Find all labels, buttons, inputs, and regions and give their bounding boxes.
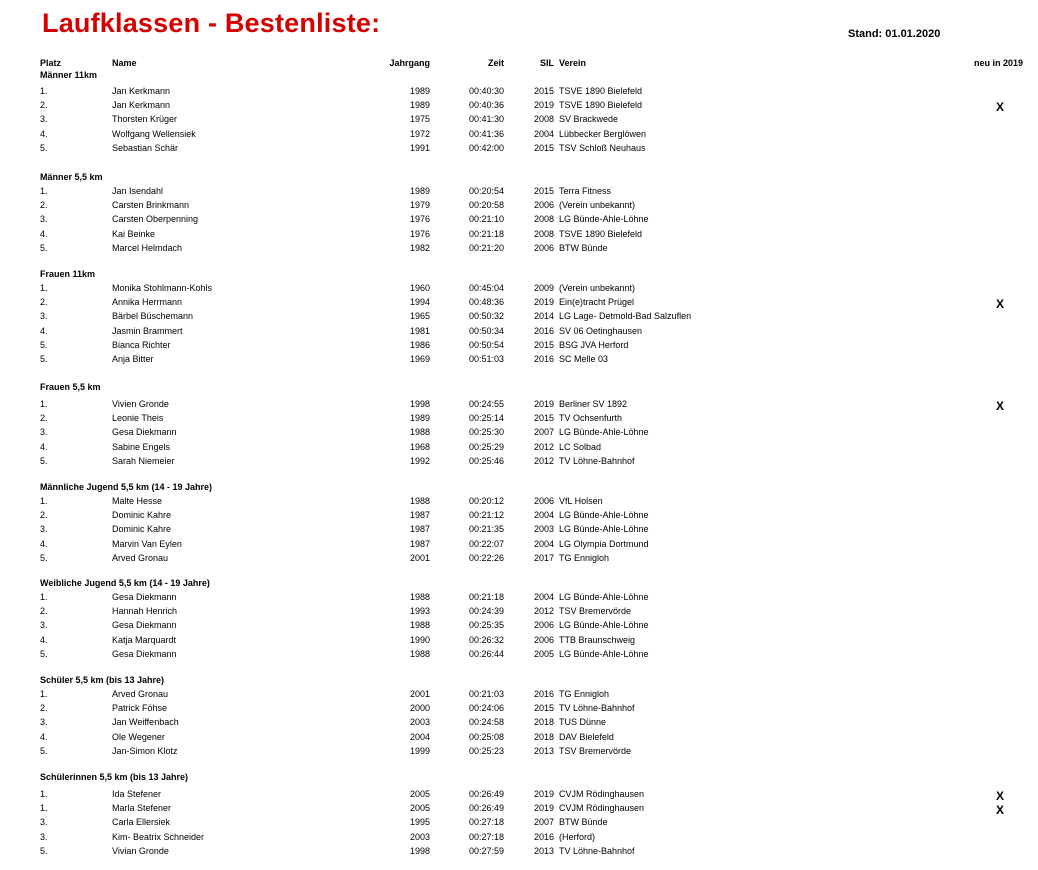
row-platz: 1.: [40, 689, 48, 699]
row-name: Jan Kerkmann: [112, 100, 171, 110]
neu-marker: X: [996, 789, 1005, 803]
section-title: Weibliche Jugend 5,5 km (14 - 19 Jahre): [40, 578, 210, 588]
row-platz: 3.: [40, 427, 48, 437]
row-verein: TSVE 1890 Bielefeld: [559, 100, 643, 110]
row-zeit: 00:24:39: [468, 606, 504, 616]
row-verein: Terra Fitness: [559, 186, 612, 196]
row-name: Leonie Theis: [112, 413, 164, 423]
row-zeit: 00:25:29: [468, 442, 504, 452]
row-sil: 2007: [534, 817, 555, 827]
row-name: Dominic Kahre: [112, 510, 172, 520]
row-platz: 5.: [40, 143, 48, 153]
row-verein: LG Bünde-Ahle-Löhne: [559, 524, 649, 534]
row-platz: 4.: [40, 635, 48, 645]
row-zeit: 00:21:10: [468, 214, 504, 224]
section-title: Frauen 5,5 km: [40, 382, 101, 392]
row-platz: 2.: [40, 606, 48, 616]
section-title: Männer 5,5 km: [40, 172, 103, 182]
row-zeit: 00:25:23: [468, 746, 504, 756]
row-name: Hannah Henrich: [112, 606, 178, 616]
row-zeit: 00:21:18: [468, 229, 504, 239]
row-sil: 2019: [534, 399, 555, 409]
row-jahrgang: 1989: [409, 100, 430, 110]
row-name: Gesa Diekmann: [112, 427, 177, 437]
row-zeit: 00:20:58: [468, 200, 504, 210]
row-zeit: 00:25:46: [468, 456, 504, 466]
row-verein: LG Bünde-Ahle-Löhne: [559, 649, 649, 659]
row-verein: Berliner SV 1892: [559, 399, 628, 409]
row-name: Malte Hesse: [112, 496, 163, 506]
row-verein: TSVE 1890 Bielefeld: [559, 229, 643, 239]
row-zeit: 00:25:08: [468, 732, 504, 742]
row-name: Carsten Oberpenning: [112, 214, 199, 224]
row-platz: 5.: [40, 243, 48, 253]
row-platz: 3.: [40, 214, 48, 224]
row-jahrgang: 2005: [409, 789, 430, 799]
row-sil: 2019: [534, 789, 555, 799]
row-name: Jan Isendahl: [112, 186, 164, 196]
row-jahrgang: 1986: [409, 340, 430, 350]
row-zeit: 00:20:54: [468, 186, 504, 196]
row-jahrgang: 1988: [409, 427, 430, 437]
row-platz: 3.: [40, 717, 48, 727]
row-verein: LG Bünde-Ahle-Löhne: [559, 620, 649, 630]
row-platz: 4.: [40, 326, 48, 336]
row-verein: SV Brackwede: [559, 114, 619, 124]
row-jahrgang: 1969: [409, 354, 430, 364]
row-verein: LG Bünde-Ahle-Löhne: [559, 214, 649, 224]
row-sil: 2004: [534, 592, 555, 602]
row-verein: LG Bünde-Ahle-Löhne: [559, 592, 649, 602]
neu-marker: X: [996, 399, 1005, 413]
row-jahrgang: 1998: [409, 846, 430, 856]
row-verein: TUS Dünne: [559, 717, 607, 727]
row-jahrgang: 2001: [409, 689, 430, 699]
row-platz: 3.: [40, 832, 48, 842]
row-sil: 2015: [534, 186, 555, 196]
col-header-name: Name: [112, 58, 137, 68]
row-jahrgang: 1990: [409, 635, 430, 645]
row-platz: 1.: [40, 592, 48, 602]
row-name: Gesa Diekmann: [112, 592, 177, 602]
row-name: Bärbel Büschemann: [112, 311, 194, 321]
row-name: Annika Herrmann: [112, 297, 183, 307]
row-jahrgang: 1999: [409, 746, 430, 756]
row-verein: TSVE 1890 Bielefeld: [559, 86, 643, 96]
row-sil: 2015: [534, 143, 555, 153]
row-platz: 2.: [40, 200, 48, 210]
row-zeit: 00:48:36: [468, 297, 504, 307]
row-name: Monika Stohlmann-Kohls: [112, 283, 213, 293]
row-verein: TV Ochsenfurth: [559, 413, 623, 423]
row-zeit: 00:50:34: [468, 326, 504, 336]
row-sil: 2013: [534, 746, 555, 756]
row-platz: 2.: [40, 703, 48, 713]
row-sil: 2016: [534, 689, 555, 699]
col-header-zeit: Zeit: [487, 58, 504, 68]
row-platz: 1.: [40, 86, 48, 96]
row-verein: SC Melle 03: [559, 354, 609, 364]
row-platz: 1.: [40, 789, 48, 799]
col-header-jahrgang: Jahrgang: [389, 58, 430, 68]
row-jahrgang: 1987: [409, 539, 430, 549]
row-name: Jan Weiffenbach: [112, 717, 179, 727]
row-jahrgang: 1960: [409, 283, 430, 293]
row-zeit: 00:21:18: [468, 592, 504, 602]
row-zeit: 00:27:18: [468, 817, 504, 827]
row-sil: 2006: [534, 243, 555, 253]
row-jahrgang: 1989: [409, 413, 430, 423]
row-zeit: 00:21:12: [468, 510, 504, 520]
row-sil: 2005: [534, 649, 555, 659]
row-jahrgang: 1989: [409, 86, 430, 96]
row-jahrgang: 1972: [409, 129, 430, 139]
row-platz: 4.: [40, 442, 48, 452]
row-sil: 2008: [534, 214, 555, 224]
row-platz: 5.: [40, 649, 48, 659]
row-verein: TSV Bremervörde: [559, 606, 632, 616]
row-sil: 2012: [534, 442, 555, 452]
row-sil: 2006: [534, 635, 555, 645]
row-jahrgang: 1976: [409, 229, 430, 239]
row-sil: 2013: [534, 846, 555, 856]
row-name: Sabine Engels: [112, 442, 171, 452]
row-sil: 2004: [534, 129, 555, 139]
row-zeit: 00:41:30: [468, 114, 504, 124]
row-verein: BTW Bünde: [559, 243, 608, 253]
row-sil: 2019: [534, 803, 555, 813]
row-platz: 5.: [40, 553, 48, 563]
row-verein: (Verein unbekannt): [559, 283, 636, 293]
row-zeit: 00:21:03: [468, 689, 504, 699]
row-jahrgang: 1979: [409, 200, 430, 210]
row-sil: 2004: [534, 510, 555, 520]
row-platz: 3.: [40, 311, 48, 321]
row-sil: 2015: [534, 340, 555, 350]
row-sil: 2015: [534, 86, 555, 96]
row-jahrgang: 1982: [409, 243, 430, 253]
row-verein: TV Löhne-Bahnhof: [559, 703, 635, 713]
row-platz: 5.: [40, 746, 48, 756]
row-zeit: 00:22:07: [468, 539, 504, 549]
row-verein: TG Ennigloh: [559, 689, 610, 699]
row-name: Sarah Niemeier: [112, 456, 175, 466]
row-name: Vivien Gronde: [112, 399, 169, 409]
row-platz: 5.: [40, 456, 48, 466]
row-verein: Ein(e)tracht Prügel: [559, 297, 635, 307]
row-zeit: 00:26:32: [468, 635, 504, 645]
row-verein: TSV Bremervörde: [559, 746, 632, 756]
row-sil: 2015: [534, 703, 555, 713]
row-jahrgang: 1976: [409, 214, 430, 224]
row-jahrgang: 1975: [409, 114, 430, 124]
row-zeit: 00:26:44: [468, 649, 504, 659]
row-sil: 2016: [534, 326, 555, 336]
row-name: Bianca Richter: [112, 340, 171, 350]
row-zeit: 00:24:58: [468, 717, 504, 727]
row-jahrgang: 1993: [409, 606, 430, 616]
row-platz: 1.: [40, 496, 48, 506]
row-verein: (Verein unbekannt): [559, 200, 636, 210]
row-platz: 3.: [40, 114, 48, 124]
section-title: Männer 11km: [40, 70, 98, 80]
row-sil: 2006: [534, 620, 555, 630]
section-title: Schüler 5,5 km (bis 13 Jahre): [40, 675, 165, 685]
row-platz: 1.: [40, 803, 48, 813]
row-name: Sebastian Schär: [112, 143, 179, 153]
row-verein: LG Lage- Detmold-Bad Salzuflen: [559, 311, 692, 321]
row-platz: 1.: [40, 399, 48, 409]
row-name: Kai Beinke: [112, 229, 156, 239]
row-jahrgang: 2003: [409, 717, 430, 727]
row-sil: 2016: [534, 832, 555, 842]
row-platz: 4.: [40, 129, 48, 139]
row-platz: 5.: [40, 846, 48, 856]
row-sil: 2019: [534, 297, 555, 307]
section-title: Männliche Jugend 5,5 km (14 - 19 Jahre): [40, 482, 213, 492]
row-platz: 3.: [40, 620, 48, 630]
row-jahrgang: 1991: [409, 143, 430, 153]
row-name: Ida Stefener: [112, 789, 162, 799]
row-name: Jan-Simon Klotz: [112, 746, 178, 756]
row-platz: 4.: [40, 539, 48, 549]
row-verein: TTB Braunschweig: [559, 635, 636, 645]
row-platz: 1.: [40, 283, 48, 293]
row-jahrgang: 1995: [409, 817, 430, 827]
row-name: Jasmin Brammert: [112, 326, 183, 336]
row-zeit: 00:25:35: [468, 620, 504, 630]
row-zeit: 00:42:00: [468, 143, 504, 153]
row-platz: 3.: [40, 524, 48, 534]
row-zeit: 00:25:30: [468, 427, 504, 437]
row-name: Jan Kerkmann: [112, 86, 171, 96]
row-jahrgang: 2000: [409, 703, 430, 713]
row-name: Marcel Helmdach: [112, 243, 183, 253]
row-sil: 2006: [534, 496, 555, 506]
col-header-platz: Platz: [40, 58, 62, 68]
row-sil: 2018: [534, 717, 555, 727]
row-name: Arved Gronau: [112, 689, 169, 699]
row-name: Gesa Diekmann: [112, 649, 177, 659]
row-jahrgang: 1968: [409, 442, 430, 452]
row-sil: 2008: [534, 114, 555, 124]
row-jahrgang: 1988: [409, 620, 430, 630]
row-platz: 2.: [40, 413, 48, 423]
row-platz: 3.: [40, 817, 48, 827]
row-sil: 2008: [534, 229, 555, 239]
row-zeit: 00:21:35: [468, 524, 504, 534]
row-jahrgang: 2001: [409, 553, 430, 563]
row-zeit: 00:26:49: [468, 789, 504, 799]
row-platz: 2.: [40, 510, 48, 520]
row-sil: 2012: [534, 456, 555, 466]
row-name: Anja Bitter: [112, 354, 154, 364]
row-verein: BTW Bünde: [559, 817, 608, 827]
section-title: Schülerinnen 5,5 km (bis 13 Jahre): [40, 772, 189, 782]
row-zeit: 00:45:04: [468, 283, 504, 293]
row-verein: BSG JVA Herford: [559, 340, 629, 350]
row-name: Marvin Van Eylen: [112, 539, 182, 549]
page-title: Laufklassen - Bestenliste:: [42, 8, 381, 38]
row-platz: 5.: [40, 354, 48, 364]
col-header-neu: neu in 2019: [974, 58, 1024, 68]
row-sil: 2018: [534, 732, 555, 742]
row-sil: 2007: [534, 427, 555, 437]
row-verein: Lübbecker Berglöwen: [559, 129, 647, 139]
row-platz: 5.: [40, 340, 48, 350]
row-name: Wolfgang Wellensiek: [112, 129, 196, 139]
section-title: Frauen 11km: [40, 269, 96, 279]
row-name: Dominic Kahre: [112, 524, 172, 534]
row-jahrgang: 2003: [409, 832, 430, 842]
row-jahrgang: 1988: [409, 496, 430, 506]
row-platz: 2.: [40, 297, 48, 307]
row-name: Patrick Föhse: [112, 703, 168, 713]
row-jahrgang: 1998: [409, 399, 430, 409]
row-verein: DAV Bielefeld: [559, 732, 614, 742]
row-verein: LG Bünde-Ahle-Löhne: [559, 510, 649, 520]
row-jahrgang: 1988: [409, 649, 430, 659]
row-platz: 4.: [40, 732, 48, 742]
row-jahrgang: 1992: [409, 456, 430, 466]
row-jahrgang: 2005: [409, 803, 430, 813]
row-name: Marla Stefener: [112, 803, 172, 813]
row-zeit: 00:41:36: [468, 129, 504, 139]
row-jahrgang: 1965: [409, 311, 430, 321]
row-name: Ole Wegener: [112, 732, 165, 742]
row-sil: 2014: [534, 311, 555, 321]
row-sil: 2019: [534, 100, 555, 110]
row-jahrgang: 1989: [409, 186, 430, 196]
row-verein: LC Solbad: [559, 442, 602, 452]
row-jahrgang: 1988: [409, 592, 430, 602]
row-zeit: 00:51:03: [468, 354, 504, 364]
row-zeit: 00:26:49: [468, 803, 504, 813]
row-name: Vivian Gronde: [112, 846, 169, 856]
row-platz: 4.: [40, 229, 48, 239]
row-jahrgang: 1987: [409, 510, 430, 520]
row-zeit: 00:20:12: [468, 496, 504, 506]
row-sil: 2012: [534, 606, 555, 616]
row-sil: 2006: [534, 200, 555, 210]
row-zeit: 00:21:20: [468, 243, 504, 253]
neu-marker: X: [996, 803, 1005, 817]
row-platz: 1.: [40, 186, 48, 196]
row-zeit: 00:27:59: [468, 846, 504, 856]
row-sil: 2004: [534, 539, 555, 549]
neu-marker: X: [996, 297, 1005, 311]
row-zeit: 00:40:30: [468, 86, 504, 96]
row-name: Kim- Beatrix Schneider: [112, 832, 205, 842]
row-verein: LG Bünde-Ahle-Löhne: [559, 427, 649, 437]
row-jahrgang: 1987: [409, 524, 430, 534]
row-sil: 2009: [534, 283, 555, 293]
row-sil: 2003: [534, 524, 555, 534]
row-verein: TG Ennigloh: [559, 553, 610, 563]
row-verein: TSV Schloß Neuhaus: [559, 143, 646, 153]
row-jahrgang: 2004: [409, 732, 430, 742]
row-name: Thorsten Krüger: [112, 114, 178, 124]
row-verein: (Herford): [559, 832, 596, 842]
row-sil: 2016: [534, 354, 555, 364]
neu-marker: X: [996, 100, 1005, 114]
row-zeit: 00:40:36: [468, 100, 504, 110]
row-name: Carsten Brinkmann: [112, 200, 190, 210]
row-verein: CVJM Rödinghausen: [559, 789, 645, 799]
row-zeit: 00:24:06: [468, 703, 504, 713]
row-jahrgang: 1981: [409, 326, 430, 336]
row-zeit: 00:50:32: [468, 311, 504, 321]
row-zeit: 00:22:26: [468, 553, 504, 563]
row-verein: TV Löhne-Bahnhof: [559, 456, 635, 466]
row-zeit: 00:24:55: [468, 399, 504, 409]
row-zeit: 00:50:54: [468, 340, 504, 350]
row-jahrgang: 1994: [409, 297, 430, 307]
row-verein: SV 06 Oetinghausen: [559, 326, 643, 336]
row-sil: 2015: [534, 413, 555, 423]
row-name: Katja Marquardt: [112, 635, 177, 645]
row-verein: VfL Holsen: [559, 496, 603, 506]
col-header-sil: SIL: [540, 58, 555, 68]
row-verein: TV Löhne-Bahnhof: [559, 846, 635, 856]
row-platz: 2.: [40, 100, 48, 110]
col-header-verein: Verein: [559, 58, 587, 68]
row-sil: 2017: [534, 553, 555, 563]
stand-date: Stand: 01.01.2020: [848, 28, 941, 40]
row-name: Gesa Diekmann: [112, 620, 177, 630]
row-verein: LG Olympia Dortmund: [559, 539, 649, 549]
row-name: Arved Gronau: [112, 553, 169, 563]
row-zeit: 00:27:18: [468, 832, 504, 842]
row-zeit: 00:25:14: [468, 413, 504, 423]
row-name: Carla Ellersiek: [112, 817, 171, 827]
row-verein: CVJM Rödinghausen: [559, 803, 645, 813]
